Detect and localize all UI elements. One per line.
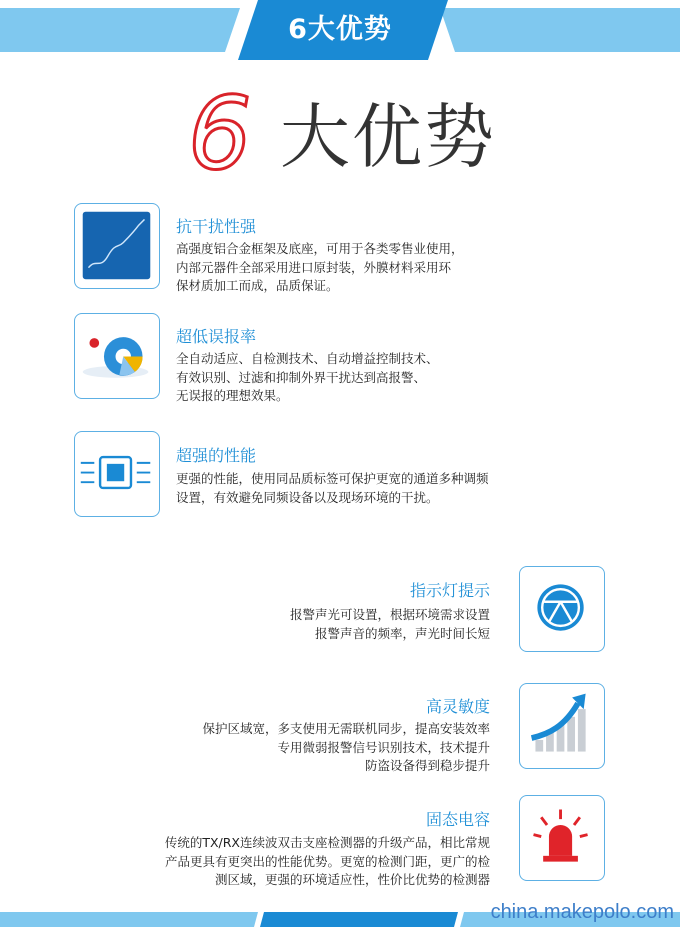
alarm-siren-icon xyxy=(519,795,605,881)
big-number-six xyxy=(180,78,280,188)
chip-icon xyxy=(74,431,160,517)
rising-bars-icon xyxy=(519,683,605,769)
feature-desc-6: 传统的TX/RX连续波双击支座检测器的升级产品，相比常规 产品更具有更突出的性能优势。更宽的检测门距，更广的检 测区域，更强的环境适应性，性价比优势的检测器 xyxy=(164,835,490,887)
banner-title: 6大优势 xyxy=(288,14,392,45)
signal-wave-icon xyxy=(74,203,160,289)
watermark: china.makepolo.com xyxy=(490,901,674,923)
feature-title-5: 高灵敏度 xyxy=(425,697,490,716)
svg-text:6: 6 xyxy=(188,78,252,188)
indicator-light-icon xyxy=(519,566,605,652)
feature-title-4: 指示灯提示 xyxy=(409,581,490,600)
main-heading xyxy=(180,78,540,188)
feature-desc-1: 高强度铝合金框架及底座，可用于各类零售业使用， 内部元器件全部采用进口原封装，外膜材料采用环 保材质加工而成，品质保证。 xyxy=(176,241,464,293)
heading-text: 大优势 xyxy=(280,96,496,178)
feature-desc-5: 保护区域宽，多支使用无需联机同步，提高安装效率 专用微弱报警信号识别技术，技术提升 防盗设备得到稳步提升 xyxy=(202,721,490,773)
feature-desc-3: 更强的性能，使用同品质标签可保护更宽的通道多种调频 设置，有效避免同频设备以及现场环境的干扰。 xyxy=(176,471,489,505)
feature-title-1: 抗干扰性强 xyxy=(176,217,257,236)
feature-title-2: 超低误报率 xyxy=(176,327,257,346)
feature-title-3: 超强的性能 xyxy=(176,446,257,465)
feature-desc-2: 全自动适应、自检测技术、自动增益控制技术、 有效识别、过滤和抑制外界干扰达到高报警、 无误报的理想效果。 xyxy=(176,351,439,403)
pie-chart-icon xyxy=(74,313,160,399)
feature-title-6: 固态电容 xyxy=(425,810,490,829)
feature-desc-4: 报警声光可设置，根据环境需求设置 报警声音的频率，声光时间长短 xyxy=(289,607,490,641)
